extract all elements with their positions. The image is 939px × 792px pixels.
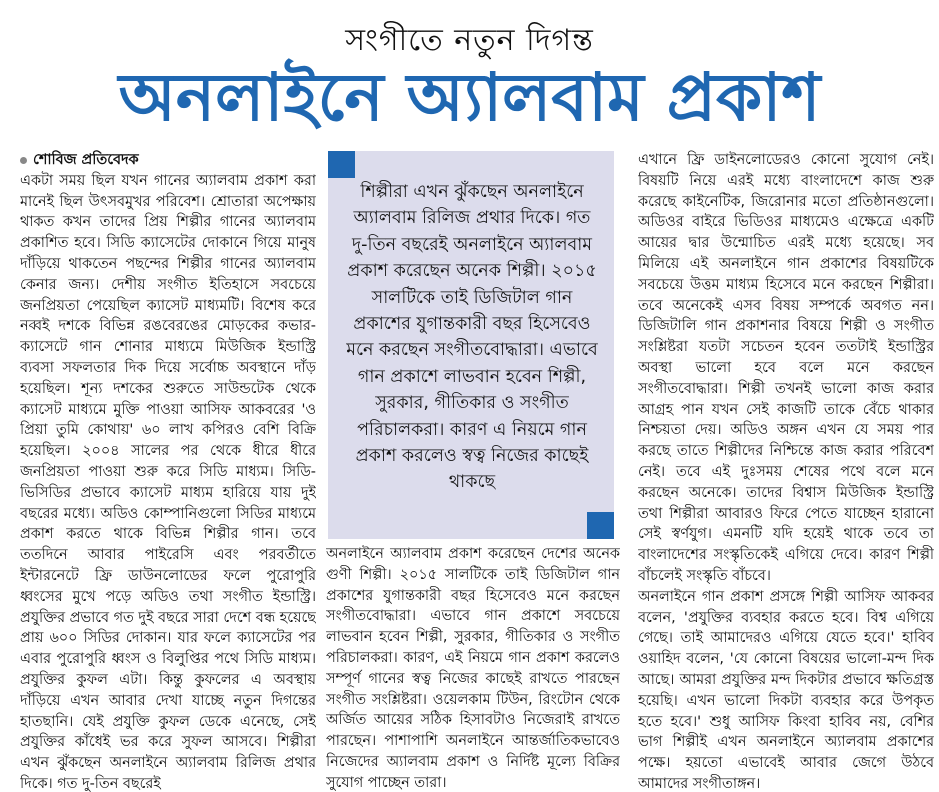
article-column-1	[20, 150, 316, 792]
article-kicker: সংগীতে নতুন দিগন্ত	[345, 23, 594, 58]
pull-quote-text: শিল্পীরা এখন ঝুঁকছেন অনলাইনে অ্যালবাম রিলিজ প্রথার দিকে। গত দু-তিন বছরেই অনলাইনে অ্যালবাম প্রকাশ করেছেন অনেক শিল্পী। ২০১৫ সালটিকে তাই ডিজিটাল গান প্রকাশের যুগান্তকারী বছর হিসেবেও মনে করছেন সংগীতবোদ্ধারা। এভাবে গান প্রকাশে লাভবান হবেন শিল্পী, সুরকার, গীতিকার ও সংগীত পরিচালকরা। কারণ এ নিয়মে গান প্রকাশ করলেও স্বত্ব নিজের কাছেই থাকছে	[346, 182, 598, 493]
article-column-3	[638, 150, 934, 792]
pull-quote-corner-top	[328, 151, 355, 178]
pull-quote-corner-bottom	[587, 512, 614, 539]
column-3-paragraph-1: এখানে ফ্রি ডাইনলোডেরও কোনো সুযোগ নেই। বিষয়টি নিয়ে এরই মধ্যে বাংলাদেশে কাজ শুরু করেছে কাইনেটিক, জিরোনার মতো প্রতিষ্ঠানগুলো। অডিওর বাইরে ভিডিওর মাধ্যমেও এক্ষেত্রে একটি আয়ের দ্বার উন্মোচিত এরই মধ্যে হয়েছে। সব মিলিয়ে এই অনলাইনে গান প্রকাশের বিষয়টিকে সবচেয়ে উত্তম মাধ্যম হিসেবে মনে করছেন শিল্পীরা। তবে অনেকেই এসব বিষয় সম্পর্কে অবগত নন। ডিজিটালি গান প্রকাশনার বিষয়ে শিল্পী ও সংগীত সংশ্লিষ্টরা যতটা সচেতন হবেন ততটাই ইন্ডাস্ট্রির অবস্থা ভালো হবে বলে মনে করছেন সংগীতবোদ্ধারা। শিল্পী তখনই ভালো কাজ করার আগ্রহ পান যখন সেই কাজটি তাকে বেঁচে থাকার নিশ্চয়তা দেয়। অডিও অঙ্গন এখন যে সময় পার করছে তাতে শিল্পীদের নিশ্চিন্তে কাজ করার পরিবেশ নেই। তবে এই দুঃসময় শেষের পথে বলে মনে করছেন অনেকে। তাদের বিশ্বাস মিউজিক ইন্ডাস্ট্রি তথা শিল্পীরা আবারও ফিরে পেতে যাচ্ছেন হারানো সেই স্বর্ণযুগ। এমনটি যদি হয়েই থাকে তবে তা বাংলাদেশের সংস্কৃতিকেই এগিয়ে দেবে। কারণ শিল্পী বাঁচলেই সংস্কৃতি বাঁচবে।	[638, 152, 934, 584]
byline-text: শোবিজ প্রতিবেদক	[33, 152, 139, 168]
pull-quote-box	[328, 151, 614, 539]
byline	[20, 150, 316, 171]
bullet-icon	[20, 157, 27, 164]
column-1-text: একটা সময় ছিল যখন গানের অ্যালবাম প্রকাশ করা মানেই ছিল উৎসবমুখর পরিবেশ। শ্রোতারা অপেক্ষায় থাকত কখন তাদের প্রিয় শিল্পীর গানের অ্যালবাম প্রকাশিত হবে। সিডি ক্যাসেটের দোকানে গিয়ে মানুষ দাঁড়িয়ে থাকতেন পছন্দের শিল্পীর গানের অ্যালবাম কেনার জন্য। দেশীয় সংগীত ইতিহাসে সবচেয়ে জনপ্রিয়তা পেয়েছিল ক্যাসেট মাধ্যমটি। বিশেষ করে নব্বই দশকে বিভিন্ন রঙবেরঙের মোড়কের কভার-ক্যাসেটে গান শোনার মাধ্যমে মিউজিক ইন্ডাস্ট্রি ব্যবসা সফলতার দিক দিয়ে সর্বোচ্চ অবস্থানে দাঁড় হয়েছিল। শূন্য দশকের শুরুতে সাউন্ডটেক থেকে ক্যাসেট মাধ্যমে মুক্তি পাওয়া আসিফ আকবরের 'ও প্রিয়া তুমি কোথায়' ৬০ লাখ কপিরও বেশি বিক্রি হয়েছিল। ২০০৪ সালের পর থেকে ধীরে ধীরে জনপ্রিয়তা পাওয়া শুরু করে সিডি মাধ্যম। সিডি-ভিসিডির প্রভাবে ক্যাসেট মাধ্যম হারিয়ে যায় দুই বছরের মধ্যে। অডিও কোম্পানিগুলো সিডির মাধ্যমে প্রকাশ করতে থাকে বিভিন্ন শিল্পীর গান। তবে ততদিনে আবার পাইরেসি এবং পরবর্তীতে ইন্টারনেটে ফ্রি ডাউনলোডের ফলে পুরোপুরি ধ্বংসের মুখে পড়ে অডিও তথা সংগীত ইন্ডাস্ট্রি। প্রযুক্তির প্রভাবে গত দুই বছরে সারা দেশে বন্ধ হয়েছে প্রায় ৬০০ সিডির দোকান। যার ফলে ক্যাসেটের পর এবার পুরোপুরি ধ্বংস ও বিলুপ্তির পথে সিডি মাধ্যম। প্রযুক্তির কুফল এটা। কিন্তু কুফলের এ অবস্থায় দাঁড়িয়ে এখন আবার দেখা যাচ্ছে নতুন দিগন্তের হাতছানি। যেই প্রযুক্তি কুফল ডেকে এনেছে, সেই প্রযুক্তির কাঁধেই ভর করে সুফল আসবে। শিল্পীরা এখন ঝুঁকছেন অনলাইনে অ্যালবাম রিলিজ প্রথার দিকে। গত দু-তিন বছরেই	[20, 172, 316, 792]
article-headline: অনলাইনে অ্যালবাম প্রকাশ	[118, 59, 821, 136]
column-3-paragraph-2: অনলাইনে গান প্রকাশ প্রসঙ্গে শিল্পী আসিফ আকবর বলেন, 'প্রযুক্তির ব্যবহার করতে হবে। বিশ্ব এগিয়ে গেছে। তাই আমাদেরও এগিয়ে যেতে হবে।' হাবিব ওয়াহিদ বলেন, 'যে কোনো বিষয়ের ভালো-মন্দ দিক আছে। আমরা প্রযুক্তির মন্দ দিকটার প্রভাবে ক্ষতিগ্রস্ত হয়েছি। এখন ভালো দিকটা ব্যবহার করে উপকৃত হতে হবে।' শুধু আসিফ কিংবা হাবিব নয়, বেশির ভাগ শিল্পীই এখন অনলাইনে অ্যালবাম প্রকাশের পক্ষে। হয়তো এভাবেই আবার জেগে উঠবে আমাদের সংগীতাঙ্গন।	[638, 588, 934, 792]
article-column-2	[326, 544, 620, 792]
column-2-text: অনলাইনে অ্যালবাম প্রকাশ করেছেন দেশের অনেক গুণী শিল্পী। ২০১৫ সালটিকে তাই ডিজিটাল গান প্রকাশের যুগান্তকারী বছর হিসেবেও মনে করছেন সংগীতবোদ্ধারা। এভাবে গান প্রকাশে সবচেয়ে লাভবান হবেন শিল্পী, সুরকার, গীতিকার ও সংগীত পরিচালকরা। কারণ, এই নিয়মে গান প্রকাশ করলেও সম্পূর্ণ গানের স্বত্ব নিজের কাছেই রাখতে পারছেন সংগীত সংশ্লিষ্টরা। ওয়েলকাম টিউন, রিংটোন থেকে অর্জিত আয়ের সঠিক হিসাবটাও নিজেরাই রাখতে পারছেন। পাশাপাশি অনলাইনে আন্তর্জাতিকভাবেও নিজেদের অ্যালবাম প্রকাশ ও নির্দিষ্ট মূল্যে বিক্রির সুযোগ পাচ্ছেন তারা।	[326, 546, 620, 791]
